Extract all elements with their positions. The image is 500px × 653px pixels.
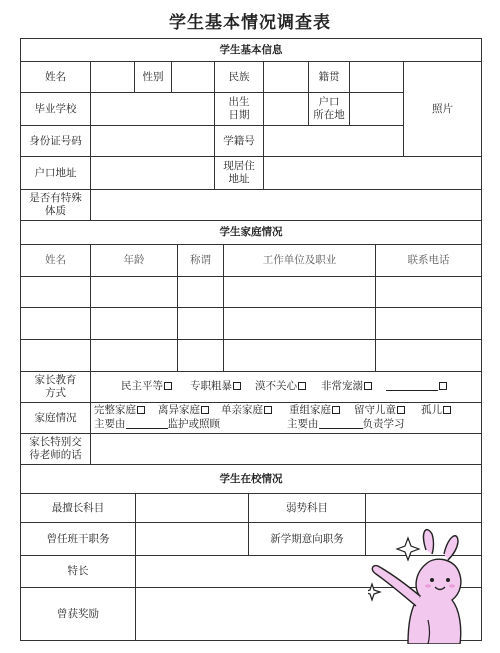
label-native-place: 籍贯 <box>308 61 350 93</box>
col-family-age: 年龄 <box>90 244 178 277</box>
label-cur-line2: 地址 <box>228 173 250 185</box>
family-option-orphan[interactable] <box>421 404 451 417</box>
field-weak-subject[interactable] <box>365 493 482 523</box>
col-family-phone: 联系电话 <box>375 244 482 277</box>
label-special-line1: 是否有特殊 <box>29 192 82 204</box>
edu-option-label: 漠不关心 <box>255 380 297 392</box>
label-weak-subject: 弱势科目 <box>248 493 366 523</box>
label-birth-line1: 出生 <box>228 96 250 108</box>
checkbox[interactable] <box>332 406 340 414</box>
label-notes-line1: 家长特别交 <box>29 436 82 448</box>
checkbox[interactable] <box>164 382 172 390</box>
col-family-name: 姓名 <box>20 244 91 277</box>
edu-option-label: 专职粗暴 <box>190 380 232 392</box>
field-gender[interactable] <box>171 61 215 93</box>
field-best-subject[interactable] <box>135 493 249 523</box>
family-row3-name[interactable] <box>20 339 91 372</box>
label-id-number: 身份证号码 <box>20 125 91 157</box>
section-header-family: 学生家庭情况 <box>20 220 482 245</box>
family-option-label: 留守儿童 <box>354 404 396 416</box>
checkbox[interactable] <box>233 382 241 390</box>
section-header-basic-info: 学生基本信息 <box>20 38 482 62</box>
edu-option-label: 非常宠溺 <box>321 380 363 392</box>
label-edu-line1: 家长教育 <box>34 374 77 386</box>
label-ethnicity: 民族 <box>214 61 264 93</box>
family-row3-phone[interactable] <box>375 339 482 372</box>
field-birth-date[interactable] <box>263 92 309 126</box>
family-option-divorced[interactable] <box>158 404 209 417</box>
edu-option-label: 民主平等 <box>121 380 163 392</box>
family-option-complete[interactable] <box>94 404 145 417</box>
label-hukou-line2: 所在地 <box>313 109 345 121</box>
family-row1-work[interactable] <box>223 276 376 308</box>
section-header-school: 学生在校情况 <box>20 464 482 494</box>
label-hukou-line1: 户口 <box>318 96 340 108</box>
guardian-blank[interactable] <box>126 418 168 429</box>
checkbox[interactable] <box>364 382 372 390</box>
blank-line[interactable] <box>386 380 438 391</box>
col-family-relation: 称谓 <box>177 244 224 277</box>
checkbox[interactable] <box>201 406 209 414</box>
checkbox[interactable] <box>298 382 306 390</box>
checkbox[interactable] <box>397 406 405 414</box>
field-hukou-address[interactable] <box>90 156 215 190</box>
field-special-constitution[interactable] <box>90 189 482 221</box>
label-name: 姓名 <box>20 61 91 93</box>
label-family-situation: 家庭情况 <box>20 402 91 434</box>
field-native-place[interactable] <box>349 61 404 93</box>
field-name[interactable] <box>90 61 135 93</box>
family-row2-relation[interactable] <box>177 307 224 340</box>
edu-option-spoiling[interactable] <box>321 380 372 393</box>
family-row1-relation[interactable] <box>177 276 224 308</box>
checkbox[interactable] <box>439 382 447 390</box>
family-option-label: 离异家庭 <box>158 404 200 416</box>
family-option-single-parent[interactable] <box>221 404 272 417</box>
field-past-role[interactable] <box>135 522 249 556</box>
checkbox[interactable] <box>264 406 272 414</box>
study-suffix: 负责学习 <box>362 418 405 430</box>
family-option-label: 重组家庭 <box>289 404 331 416</box>
label-school: 毕业学校 <box>20 92 91 126</box>
col-family-work: 工作单位及职业 <box>223 244 376 277</box>
label-parent-notes <box>20 433 91 465</box>
family-option-label: 单亲家庭 <box>221 404 263 416</box>
family-row2-name[interactable] <box>20 307 91 340</box>
edu-option-democratic[interactable] <box>121 380 172 393</box>
bunny-sticker-icon <box>368 524 468 644</box>
field-id-number[interactable] <box>90 125 215 157</box>
edu-option-indifferent[interactable] <box>255 380 306 393</box>
label-notes-line2: 待老师的话 <box>29 449 82 461</box>
edu-option-other[interactable] <box>386 380 447 393</box>
label-gender: 性别 <box>134 61 172 93</box>
family-option-left-behind[interactable] <box>354 404 405 417</box>
edu-option-harsh[interactable] <box>190 380 241 393</box>
field-hukou-location[interactable] <box>349 92 404 126</box>
study-blank[interactable] <box>319 418 363 429</box>
family-option-label: 孤儿 <box>421 404 442 416</box>
family-option-label: 完整家庭 <box>94 404 136 416</box>
label-desired-role: 新学期意向职务 <box>248 522 366 556</box>
photo-box[interactable]: 照片 <box>403 61 482 157</box>
field-student-no[interactable] <box>263 125 404 157</box>
label-current-address <box>214 156 264 190</box>
label-hukou-address: 户口地址 <box>20 156 91 190</box>
field-ethnicity[interactable] <box>263 61 309 93</box>
field-current-address[interactable] <box>263 156 482 190</box>
label-cur-line1: 现居住 <box>223 160 255 172</box>
family-row2-phone[interactable] <box>375 307 482 340</box>
family-row1-phone[interactable] <box>375 276 482 308</box>
family-row2-age[interactable] <box>90 307 178 340</box>
label-past-role: 曾任班干职务 <box>20 522 136 556</box>
label-parent-education <box>20 371 91 403</box>
family-option-reconstituted[interactable] <box>289 404 340 417</box>
family-row3-age[interactable] <box>90 339 178 372</box>
guardian-prefix: 主要由 <box>94 418 126 430</box>
page-title: 学生基本情况调查表 <box>169 13 331 33</box>
label-edu-line2: 方式 <box>45 387 66 399</box>
family-row1-name[interactable] <box>20 276 91 308</box>
field-parent-notes[interactable] <box>90 433 482 465</box>
checkbox[interactable] <box>137 406 145 414</box>
label-special-constitution <box>20 189 91 221</box>
field-school[interactable] <box>90 92 215 126</box>
guardian-suffix: 监护或照顾 <box>167 418 220 430</box>
label-birth-date <box>214 92 264 126</box>
label-birth-line2: 日期 <box>228 109 250 121</box>
guardian-line <box>94 418 220 431</box>
label-awards: 曾获奖励 <box>20 587 136 641</box>
label-hukou-location <box>308 92 350 126</box>
label-student-no: 学籍号 <box>214 125 264 157</box>
family-row3-work[interactable] <box>223 339 376 372</box>
checkbox[interactable] <box>443 406 451 414</box>
family-row3-relation[interactable] <box>177 339 224 372</box>
label-best-subject: 最擅长科目 <box>20 493 136 523</box>
family-row2-work[interactable] <box>223 307 376 340</box>
study-prefix: 主要由 <box>287 418 319 430</box>
label-strengths: 特长 <box>20 555 136 588</box>
label-special-line2: 体质 <box>45 205 66 217</box>
family-row1-age[interactable] <box>90 276 178 308</box>
study-line <box>287 418 405 431</box>
